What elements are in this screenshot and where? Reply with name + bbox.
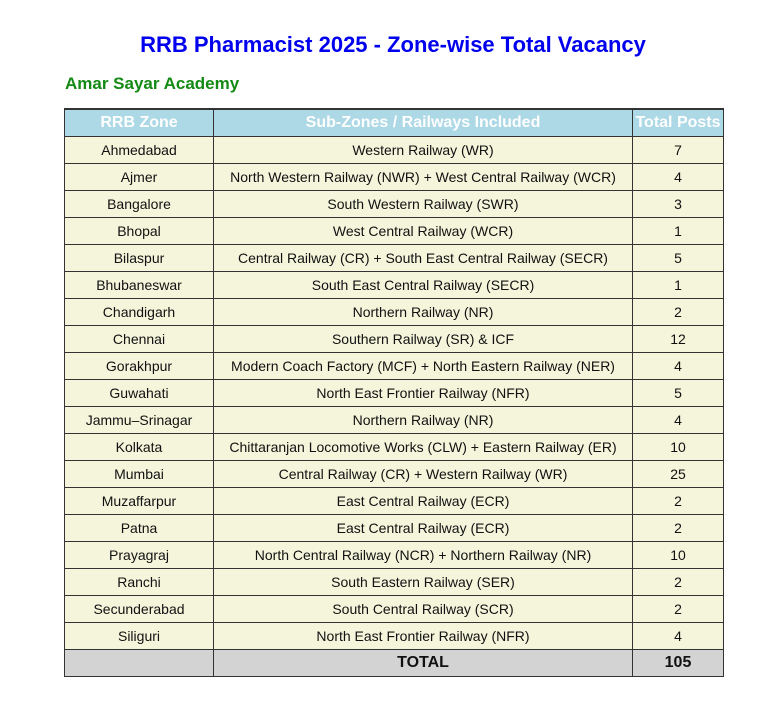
zone-cell: Ahmedabad xyxy=(65,137,214,164)
posts-cell: 3 xyxy=(633,191,724,218)
zone-cell: Mumbai xyxy=(65,461,214,488)
zone-cell: Bilaspur xyxy=(65,245,214,272)
sub-zones-cell: Modern Coach Factory (MCF) + North Eastern Railway (NER) xyxy=(214,353,633,380)
table-header-row xyxy=(65,109,724,137)
table-row xyxy=(65,461,724,488)
zone-cell: Patna xyxy=(65,515,214,542)
zone-cell: Chandigarh xyxy=(65,299,214,326)
table-row xyxy=(65,380,724,407)
sub-zones-cell: Western Railway (WR) xyxy=(214,137,633,164)
zone-cell: Muzaffarpur xyxy=(65,488,214,515)
sub-zones-cell: South Western Railway (SWR) xyxy=(214,191,633,218)
table-row xyxy=(65,488,724,515)
sub-zones-cell: East Central Railway (ECR) xyxy=(214,488,633,515)
zone-cell: Jammu–Srinagar xyxy=(65,407,214,434)
table-row xyxy=(65,569,724,596)
zone-cell: Bangalore xyxy=(65,191,214,218)
sub-zones-cell: North Central Railway (NCR) + Northern Railway (NR) xyxy=(214,542,633,569)
posts-cell: 10 xyxy=(633,542,724,569)
table-row xyxy=(65,434,724,461)
sub-zones-cell: Central Railway (CR) + South East Central Railway (SECR) xyxy=(214,245,633,272)
total-label: TOTAL xyxy=(214,650,633,677)
posts-cell: 12 xyxy=(633,326,724,353)
table-row xyxy=(65,164,724,191)
total-posts: 105 xyxy=(633,650,724,677)
posts-cell: 2 xyxy=(633,299,724,326)
header-rrb-zone: RRB Zone xyxy=(65,109,214,137)
posts-cell: 4 xyxy=(633,407,724,434)
page-title: RRB Pharmacist 2025 - Zone-wise Total Vacancy xyxy=(140,32,646,57)
zone-cell: Ajmer xyxy=(65,164,214,191)
sub-zones-cell: North East Frontier Railway (NFR) xyxy=(214,380,633,407)
posts-cell: 5 xyxy=(633,245,724,272)
zone-cell: Bhopal xyxy=(65,218,214,245)
table-row xyxy=(65,245,724,272)
sub-zones-cell: Northern Railway (NR) xyxy=(214,407,633,434)
zone-cell: Bhubaneswar xyxy=(65,272,214,299)
table-row xyxy=(65,299,724,326)
posts-cell: 1 xyxy=(633,272,724,299)
table-row xyxy=(65,515,724,542)
sub-zones-cell: North East Frontier Railway (NFR) xyxy=(214,623,633,650)
sub-zones-cell: West Central Railway (WCR) xyxy=(214,218,633,245)
vacancy-table xyxy=(64,108,724,677)
sub-zones-cell: Central Railway (CR) + Western Railway (WR) xyxy=(214,461,633,488)
academy-name: Amar Sayar Academy xyxy=(65,74,240,93)
posts-cell: 4 xyxy=(633,164,724,191)
posts-cell: 10 xyxy=(633,434,724,461)
zone-cell: Prayagraj xyxy=(65,542,214,569)
table-row xyxy=(65,596,724,623)
table-row xyxy=(65,407,724,434)
header-sub-zones: Sub-Zones / Railways Included xyxy=(214,109,633,137)
posts-cell: 1 xyxy=(633,218,724,245)
zone-cell: Chennai xyxy=(65,326,214,353)
posts-cell: 2 xyxy=(633,488,724,515)
posts-cell: 4 xyxy=(633,623,724,650)
table-row xyxy=(65,191,724,218)
table-row xyxy=(65,542,724,569)
posts-cell: 5 xyxy=(633,380,724,407)
posts-cell: 2 xyxy=(633,515,724,542)
table-row xyxy=(65,272,724,299)
sub-zones-cell: South Central Railway (SCR) xyxy=(214,596,633,623)
zone-cell: Guwahati xyxy=(65,380,214,407)
sub-zones-cell: Southern Railway (SR) & ICF xyxy=(214,326,633,353)
zone-cell: Kolkata xyxy=(65,434,214,461)
sub-zones-cell: South Eastern Railway (SER) xyxy=(214,569,633,596)
posts-cell: 25 xyxy=(633,461,724,488)
sub-zones-cell: East Central Railway (ECR) xyxy=(214,515,633,542)
sub-zones-cell: South East Central Railway (SECR) xyxy=(214,272,633,299)
zone-cell: Gorakhpur xyxy=(65,353,214,380)
posts-cell: 4 xyxy=(633,353,724,380)
header-total-posts: Total Posts xyxy=(633,109,724,137)
posts-cell: 2 xyxy=(633,569,724,596)
total-row xyxy=(65,650,724,677)
sub-zones-cell: Northern Railway (NR) xyxy=(214,299,633,326)
table-row xyxy=(65,218,724,245)
table-row xyxy=(65,326,724,353)
table-row xyxy=(65,623,724,650)
posts-cell: 2 xyxy=(633,596,724,623)
table-row xyxy=(65,353,724,380)
zone-cell: Secunderabad xyxy=(65,596,214,623)
zone-cell: Siliguri xyxy=(65,623,214,650)
sub-zones-cell: North Western Railway (NWR) + West Central Railway (WCR) xyxy=(214,164,633,191)
table-row xyxy=(65,137,724,164)
posts-cell: 7 xyxy=(633,137,724,164)
total-empty-cell xyxy=(65,650,214,677)
zone-cell: Ranchi xyxy=(65,569,214,596)
sub-zones-cell: Chittaranjan Locomotive Works (CLW) + Eastern Railway (ER) xyxy=(214,434,633,461)
